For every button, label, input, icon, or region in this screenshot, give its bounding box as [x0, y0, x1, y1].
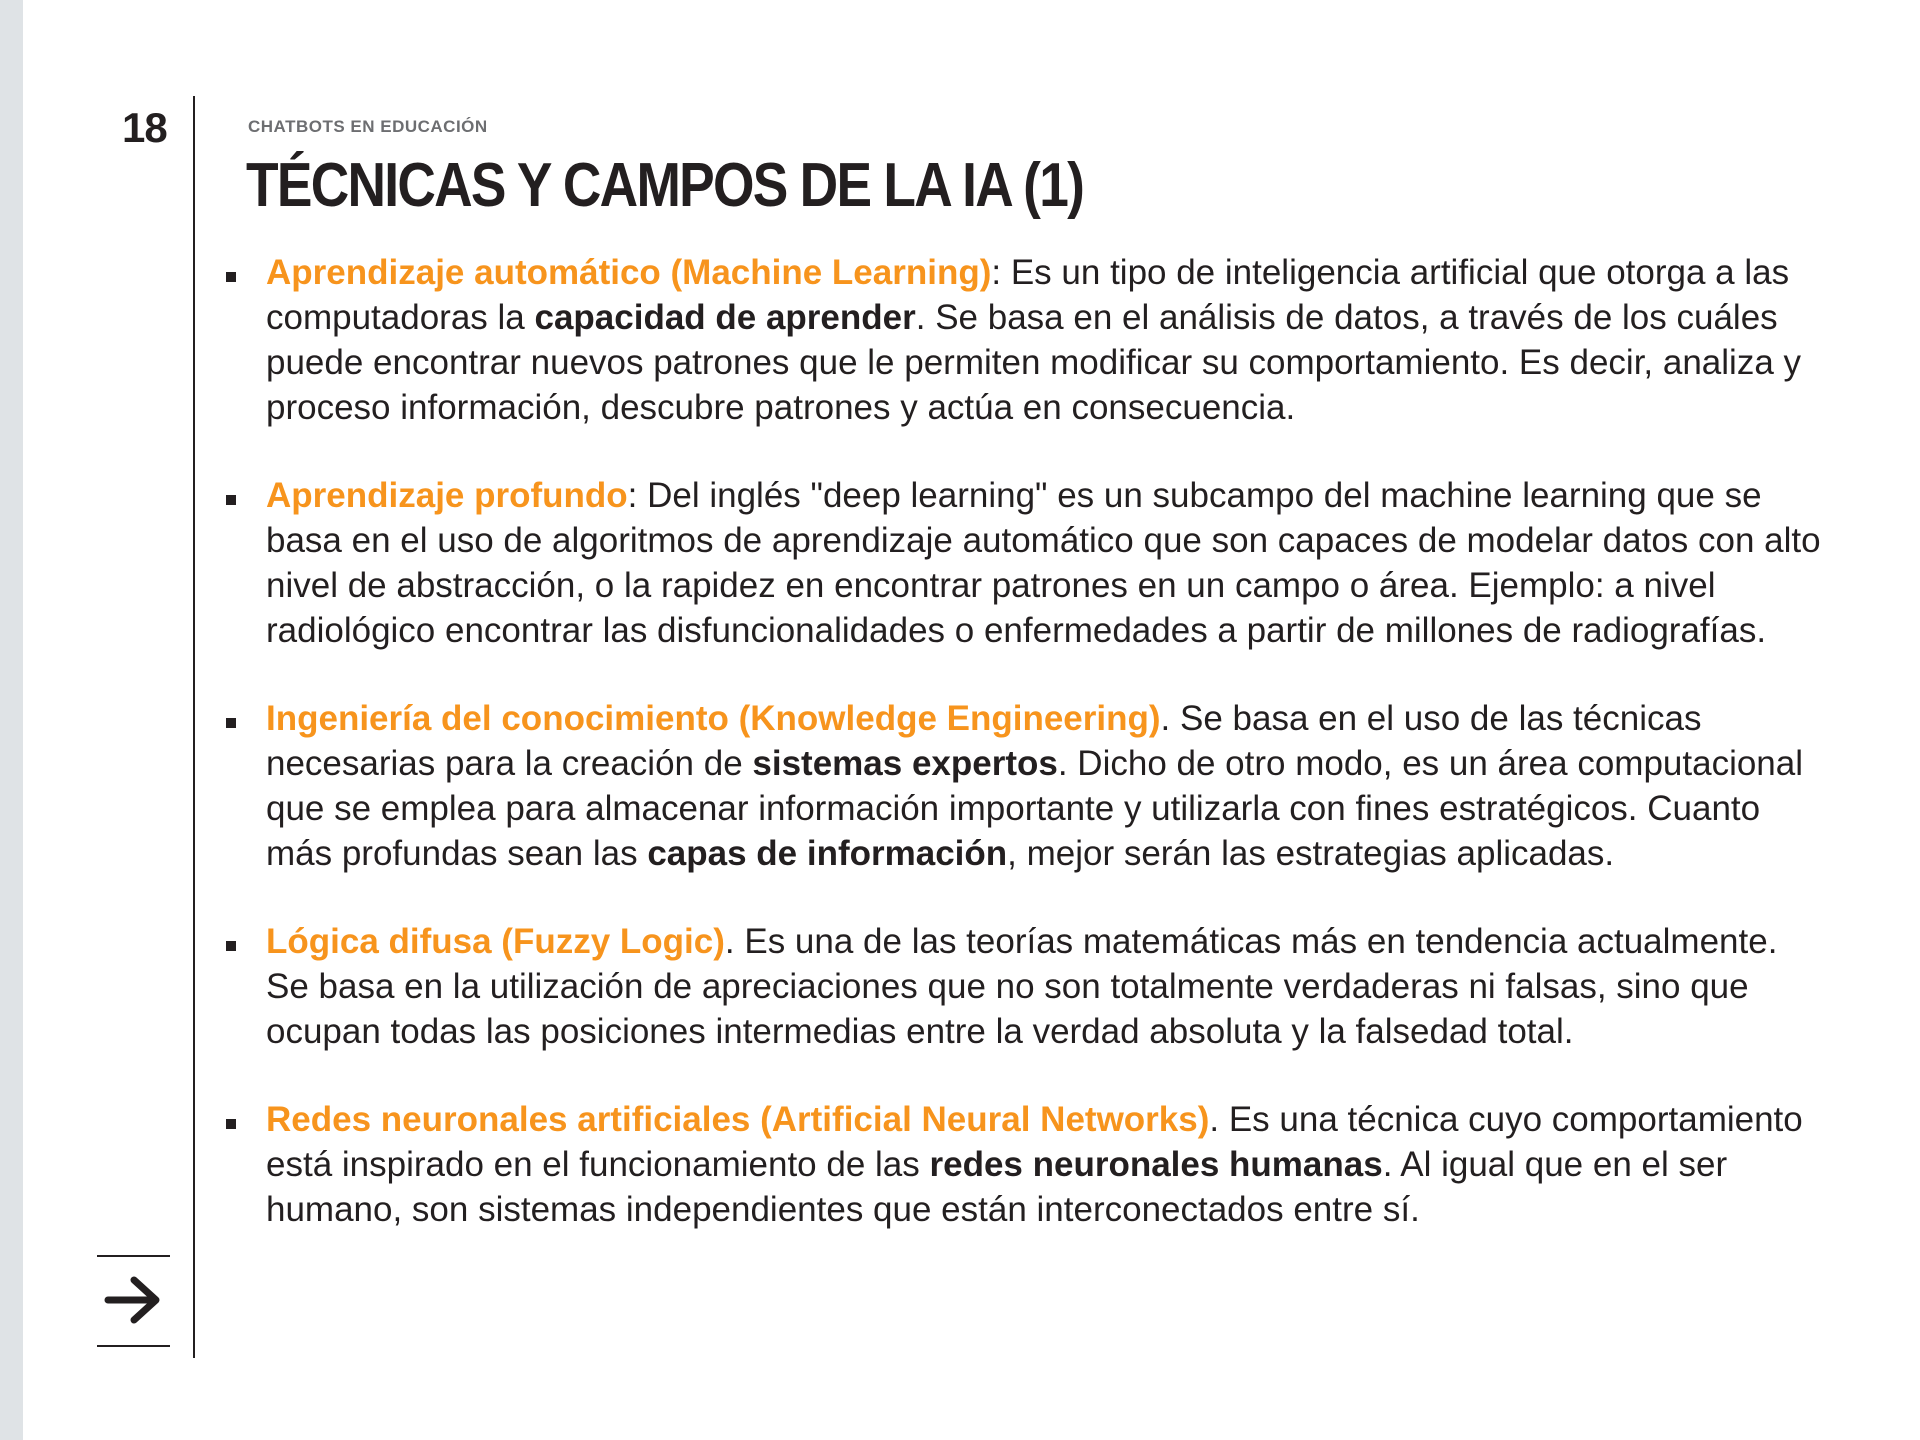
emphasis-text: sistemas expertos — [752, 744, 1058, 783]
nav-rule-bottom — [97, 1345, 170, 1347]
nav-rule-top — [97, 1255, 170, 1257]
body-text: : Del inglés "deep learning" es un subcampo del machine learning que se basa en el uso de algoritmos de aprendizaje automático que son capaces de modelar datos con alto nivel de abstracción, o la rapidez en encontrar patrones en un campo o área. Ejemplo: a nivel radiológico encontrar las disfuncionalidades o enfermedades a partir de millones de radiografías. — [266, 476, 1821, 650]
term-label: Aprendizaje profundo — [266, 476, 628, 515]
page-number: 18 — [122, 104, 167, 151]
bullet-square-icon — [226, 941, 236, 951]
body-text: . Al igual que en el ser humano, son sistemas independientes que están interconectados entre sí. — [266, 1145, 1728, 1229]
left-margin-strip — [0, 0, 23, 1440]
bullet-list — [226, 250, 1826, 1232]
bullet-fuzzy-logic — [226, 919, 1826, 1054]
emphasis-text: redes neuronales humanas — [929, 1145, 1383, 1184]
body-text: . Es una técnica cuyo comportamiento está inspirado en el funcionamiento de las — [266, 1100, 1803, 1184]
term-label: Aprendizaje automático (Machine Learning) — [266, 253, 992, 292]
bullet-square-icon — [226, 495, 236, 505]
body-text: : Es un tipo de inteligencia artificial que otorga a las computadoras la — [266, 253, 1790, 337]
vertical-divider — [193, 96, 195, 1358]
emphasis-text: capas de información — [647, 834, 1008, 873]
body-text: . Es una de las teorías matemáticas más en tendencia actualmente. Se basa en la utilización de apreciaciones que no son totalmente verdaderas ni falsas, sino que ocupan todas las posiciones intermedias entre la verdad absoluta y la falsedad total. — [266, 922, 1778, 1051]
bullet-neural-networks — [226, 1097, 1826, 1232]
next-page-button[interactable] — [104, 1272, 164, 1328]
bullet-machine-learning — [226, 250, 1826, 430]
body-text: . Se basa en el uso de las técnicas necesarias para la creación de — [266, 699, 1702, 783]
section-label: CHATBOTS EN EDUCACIÓN — [248, 117, 488, 136]
bullet-square-icon — [226, 1119, 236, 1129]
body-text: . Se basa en el análisis de datos, a través de los cuáles puede encontrar nuevos patrones que le permiten modificar su comportamiento. Es decir, analiza y proceso información, descubre patrones y actúa en consecuencia. — [266, 298, 1802, 427]
bullet-square-icon — [226, 718, 236, 728]
bullet-square-icon — [226, 272, 236, 282]
term-label: Lógica difusa (Fuzzy Logic) — [266, 922, 725, 961]
page-title: TÉCNICAS Y CAMPOS DE LA IA (1) — [246, 151, 1084, 220]
emphasis-text: capacidad de aprender — [534, 298, 916, 337]
arrow-right-icon — [104, 1272, 164, 1328]
body-text: , mejor serán las estrategias aplicadas. — [1007, 834, 1615, 873]
bullet-knowledge-engineering — [226, 696, 1826, 876]
bullet-deep-learning — [226, 473, 1826, 653]
term-label: Ingeniería del conocimiento (Knowledge Engineering) — [266, 699, 1161, 738]
term-label: Redes neuronales artificiales (Artificial Neural Networks) — [266, 1100, 1210, 1139]
body-text: . Dicho de otro modo, es un área computacional que se emplea para almacenar información importante y utilizarla con fines estratégicos. Cuanto más profundas sean las — [266, 744, 1804, 873]
